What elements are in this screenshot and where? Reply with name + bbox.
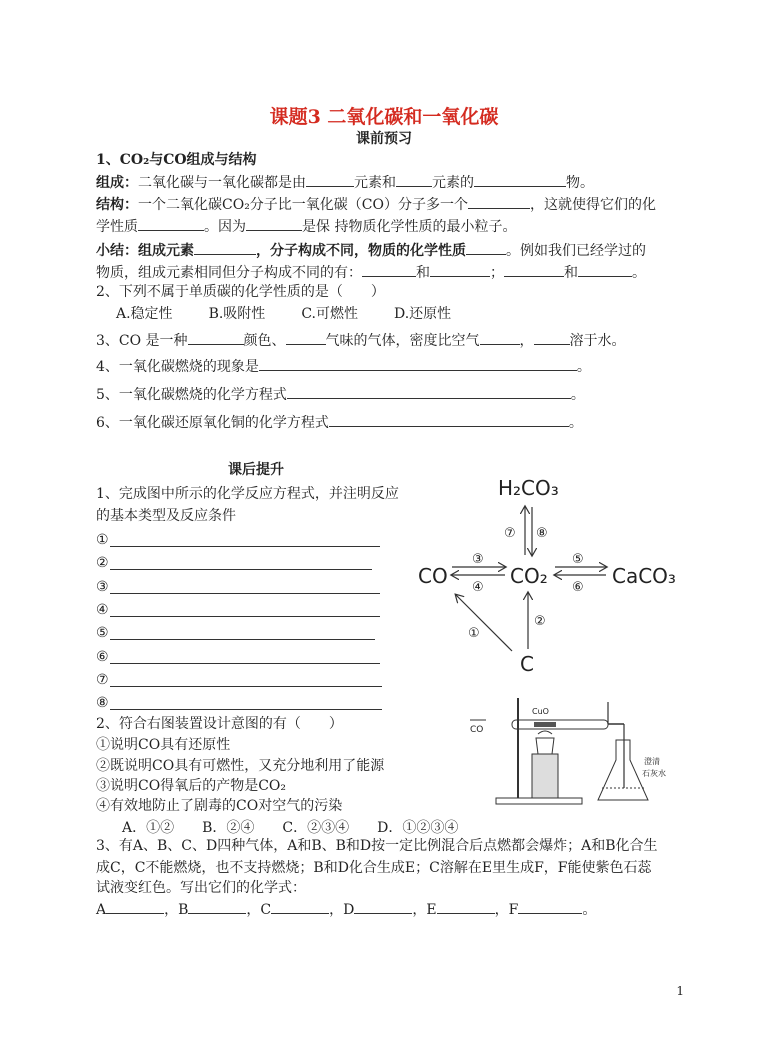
formula-c: C xyxy=(520,652,534,676)
after-question-3-line-1: 3、有A、B、C、D四种气体，A和B、B和D按一定比例混合后点燃都会爆炸；A和B化合生 xyxy=(96,838,658,854)
statement-1: ①说明CO具有还原性 xyxy=(96,737,231,753)
label-3: ③ xyxy=(472,552,484,567)
option-d[interactable]: D.还原性 xyxy=(393,306,452,322)
answer-blank[interactable] xyxy=(437,899,495,914)
structure-line-2: 学性质 。因为 是保 持物质化学性质的最小粒子。 xyxy=(96,216,516,237)
arrow-1 xyxy=(456,595,512,651)
statement-2: ②既说明CO具有可燃性，又充分地利用了能源 xyxy=(96,758,385,774)
cuo-powder xyxy=(534,722,556,727)
flame xyxy=(538,731,552,734)
answer-blank[interactable] xyxy=(194,240,256,255)
after-question-3-line-2: 成C，C不能燃烧，也不支持燃烧；B和D化合生成E；C溶解在E里生成F，F能使紫色石蕊 xyxy=(96,860,652,876)
equation-answer-line[interactable] xyxy=(110,686,382,687)
answer-blank[interactable] xyxy=(468,194,530,209)
option-c[interactable]: C.可燃性 xyxy=(301,306,358,322)
equation-item-3: ③ xyxy=(96,579,109,595)
co-inlet-label: CO xyxy=(470,725,484,735)
answer-blank[interactable] xyxy=(138,216,204,231)
label-8: ⑧ xyxy=(536,526,548,541)
answer-blank[interactable] xyxy=(480,330,520,345)
option-b[interactable]: B.吸附性 xyxy=(208,306,266,322)
answer-blank[interactable] xyxy=(306,172,354,187)
after-question-3-answers: A ，B ，C ，D ，E ，F 。 xyxy=(96,899,596,920)
composition-line: 组成：二氧化碳与一氧化碳都是由 元素和 元素的 物。 xyxy=(96,172,594,193)
answer-blank[interactable] xyxy=(474,172,566,187)
summary-line-1: 小结：组成元素 ，分子构成不同，物质的化学性质 。例如我们已经学过的 xyxy=(96,240,646,261)
answer-blank[interactable] xyxy=(188,899,246,914)
answer-blank[interactable] xyxy=(287,384,571,399)
equation-item-4: ④ xyxy=(96,602,109,618)
equation-item-1: ① xyxy=(96,532,109,548)
formula-h2co3: H₂CO₃ xyxy=(498,476,559,500)
section-1-heading: 1、CO₂与CO组成与结构 xyxy=(96,152,257,168)
reaction-tube xyxy=(512,720,608,729)
question-2-options xyxy=(116,304,487,324)
answer-blank[interactable] xyxy=(534,330,570,345)
page-title: 课题3 二氧化碳和一氧化碳 xyxy=(269,106,499,128)
question-3: 3、CO 是一种 颜色、 气味的气体，密度比空气 ， 溶于水。 xyxy=(96,330,626,351)
option-c[interactable]: C．②③④ xyxy=(282,820,350,836)
formula-caco3: CaCO₃ xyxy=(612,564,676,588)
section-title-after: 课后提升 xyxy=(228,462,284,478)
summary-line-2: 物质，组成元素相同但分子构成不同的有： 和 ； 和 。 xyxy=(96,262,646,283)
answer-blank[interactable] xyxy=(259,356,577,371)
answer-blank[interactable] xyxy=(329,412,569,427)
question-2: 2、下列不属于单质碳的化学性质的是（ ） xyxy=(96,284,385,300)
answer-blank[interactable] xyxy=(518,899,582,914)
label-1: ① xyxy=(468,626,480,641)
question-5: 5、一氧化碳燃烧的化学方程式 。 xyxy=(96,384,585,405)
question-4: 4、一氧化碳燃烧的现象是 。 xyxy=(96,356,591,377)
answer-blank[interactable] xyxy=(271,899,329,914)
statement-3: ③说明CO得氧后的产物是CO₂ xyxy=(96,778,286,794)
formula-co2: CO₂ xyxy=(510,564,548,588)
equation-answer-line[interactable] xyxy=(110,709,382,710)
page-number: 1 xyxy=(676,984,684,998)
conical-flask xyxy=(598,740,648,800)
statement-4: ④有效地防止了剧毒的CO对空气的污染 xyxy=(96,798,343,814)
answer-blank[interactable] xyxy=(362,262,416,277)
equation-answer-line[interactable] xyxy=(110,593,380,594)
answer-blank[interactable] xyxy=(286,330,326,345)
stand-base xyxy=(496,798,582,804)
answer-blank[interactable] xyxy=(246,216,302,231)
after-question-2-options xyxy=(122,818,494,838)
answer-blank[interactable] xyxy=(106,899,164,914)
label-5: ⑤ xyxy=(572,552,584,567)
equation-item-2: ② xyxy=(96,555,109,571)
equation-answer-line[interactable] xyxy=(110,639,375,640)
answer-blank[interactable] xyxy=(354,899,412,914)
after-question-3-line-3: 试液变红色。写出它们的化学式： xyxy=(96,880,306,896)
equation-item-6: ⑥ xyxy=(96,649,109,665)
equation-answer-line[interactable] xyxy=(110,663,380,664)
equation-item-7: ⑦ xyxy=(96,672,109,688)
co-reduction-apparatus xyxy=(466,690,686,808)
option-b[interactable]: B．②④ xyxy=(202,820,255,836)
answer-blank[interactable] xyxy=(396,172,432,187)
formula-co: CO xyxy=(418,564,448,588)
lamp-stand xyxy=(532,754,558,798)
after-question-2: 2、符合右图装置设计意图的有（ ） xyxy=(96,716,343,732)
section-title-preview: 课前预习 xyxy=(356,131,412,147)
option-a[interactable]: A.稳定性 xyxy=(116,306,173,322)
equation-item-8: ⑧ xyxy=(96,695,109,711)
option-d[interactable]: D．①②③④ xyxy=(377,820,459,836)
equation-item-5: ⑤ xyxy=(96,625,109,641)
limewater-label-1: 澄清 xyxy=(644,757,660,766)
limewater-label-2: 石灰水 xyxy=(642,769,666,778)
question-6: 6、一氧化碳还原氧化铜的化学方程式 。 xyxy=(96,412,583,433)
answer-blank[interactable] xyxy=(188,330,244,345)
lamp xyxy=(536,738,554,754)
after-question-1-line-1: 1、完成图中所示的化学反应方程式，并注明反应 xyxy=(96,486,399,502)
answer-blank[interactable] xyxy=(578,262,632,277)
equation-answer-line[interactable] xyxy=(110,546,380,547)
label-6: ⑥ xyxy=(572,580,584,595)
answer-blank[interactable] xyxy=(504,262,564,277)
reaction-diagram xyxy=(400,465,700,685)
structure-line-1: 结构：一个二氧化碳CO₂分子比一氧化碳（CO）分子多一个 ，这就使得它们的化 xyxy=(96,194,656,215)
answer-blank[interactable] xyxy=(430,262,490,277)
equation-answer-line[interactable] xyxy=(110,569,372,570)
label-7: ⑦ xyxy=(504,526,516,541)
label-2: ② xyxy=(534,614,546,629)
cuo-label: CuO xyxy=(532,707,549,716)
equation-answer-line[interactable] xyxy=(110,616,380,617)
answer-blank[interactable] xyxy=(466,240,506,255)
label-4: ④ xyxy=(472,580,484,595)
option-a[interactable]: A．①② xyxy=(122,820,175,836)
after-question-1-line-2: 的基本类型及反应条件 xyxy=(96,508,236,524)
